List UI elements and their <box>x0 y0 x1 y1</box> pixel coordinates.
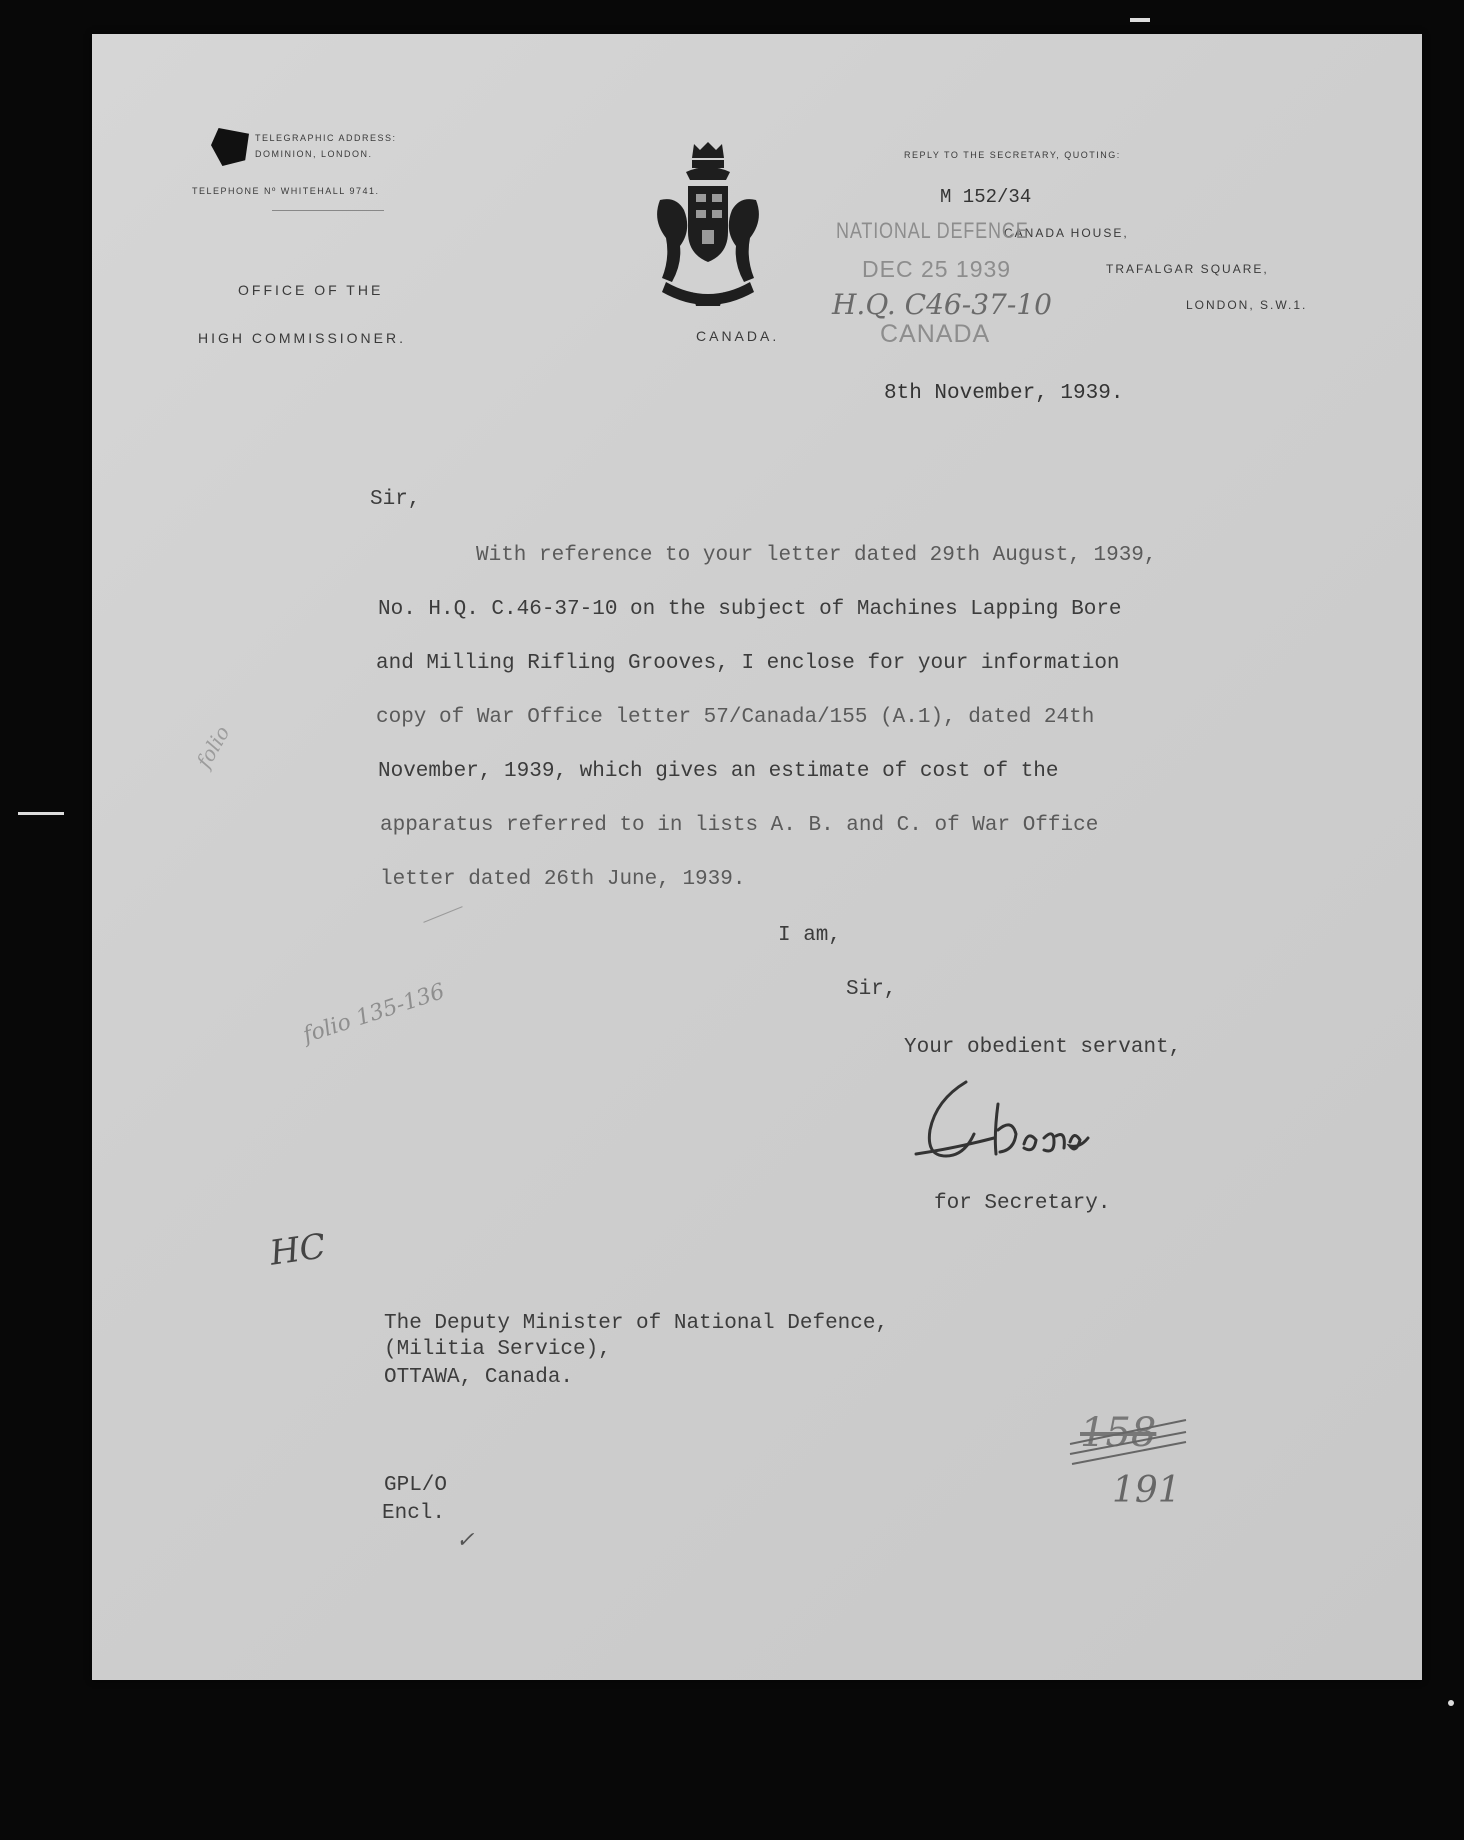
recipient-line-2: (Militia Service), <box>384 1338 611 1361</box>
office-line-1: OFFICE OF THE <box>238 282 384 298</box>
pencil-folio-faint: folio <box>191 721 235 772</box>
body-line-1: With reference to your letter dated 29th August, 1939, <box>476 544 1157 567</box>
ink-blot <box>211 128 249 166</box>
reference-number: M 152/34 <box>940 186 1032 208</box>
address-line-1: CANADA HOUSE, <box>1004 226 1129 240</box>
telegraphic-address-name: DOMINION, LONDON. <box>255 149 373 159</box>
signatory-role: for Secretary. <box>934 1192 1111 1215</box>
body-line-6: apparatus referred to in lists A. B. and C. of War Office <box>380 814 1099 837</box>
film-scratch <box>18 812 64 815</box>
salutation: Sir, <box>370 488 421 511</box>
letter-paper <box>92 34 1422 1680</box>
body-line-4: copy of War Office letter 57/Canada/155 (A.1), dated 24th <box>376 706 1095 729</box>
body-line-2: No. H.Q. C.46-37-10 on the subject of Machines Lapping Bore <box>378 598 1122 621</box>
body-line-3: and Milling Rifling Grooves, I enclose for your information <box>376 652 1120 675</box>
pencil-folio-note: folio 135-136 <box>300 979 448 1049</box>
film-speck <box>1448 1700 1454 1706</box>
address-line-2: TRAFALGAR SQUARE, <box>1106 262 1269 276</box>
letter-date: 8th November, 1939. <box>884 382 1124 405</box>
closing-obedient-servant: Your obedient servant, <box>904 1036 1182 1059</box>
pencil-arrow-icon <box>423 906 462 923</box>
page-number: 191 <box>1112 1470 1181 1511</box>
reply-instruction: REPLY TO THE SECRETARY, QUOTING: <box>904 150 1121 160</box>
crest-caption: CANADA. <box>696 328 780 344</box>
office-line-2: HIGH COMMISSIONER. <box>198 330 407 346</box>
reference-initials: GPL/O <box>384 1474 448 1497</box>
received-stamp-country: CANADA <box>880 320 991 348</box>
body-line-5: November, 1939, which gives an estimate of cost of the <box>378 760 1059 783</box>
body-line-7: letter dated 26th June, 1939. <box>380 868 746 891</box>
closing-sir: Sir, <box>846 978 897 1001</box>
enclosure-note: Encl. <box>382 1502 446 1525</box>
recipient-line-3: OTTAWA, Canada. <box>384 1366 574 1389</box>
received-stamp-line-1: NATIONAL DEFENCE <box>836 218 1029 243</box>
received-stamp-date: DEC 25 1939 <box>862 256 1012 282</box>
struck-page-number: 158 <box>1080 1410 1157 1456</box>
received-stamp-file-number: H.Q. C46-37-10 <box>832 288 1052 321</box>
telegraphic-address-label: TELEGRAPHIC ADDRESS: <box>255 133 397 143</box>
letterhead-rule <box>272 210 384 211</box>
recipient-line-1: The Deputy Minister of National Defence, <box>384 1312 889 1335</box>
strike-through-icon <box>1068 1410 1188 1470</box>
check-mark-icon: ✓ <box>456 1528 475 1553</box>
telephone-number: TELEPHONE Nº WHITEHALL 9741. <box>192 186 380 196</box>
film-mark <box>1130 18 1150 22</box>
closing-i-am: I am, <box>778 924 842 947</box>
address-line-3: LONDON, S.W.1. <box>1186 298 1308 312</box>
pencil-initials: HC <box>267 1226 329 1274</box>
signature-image <box>906 1074 1126 1184</box>
coat-of-arms-icon <box>652 142 764 308</box>
